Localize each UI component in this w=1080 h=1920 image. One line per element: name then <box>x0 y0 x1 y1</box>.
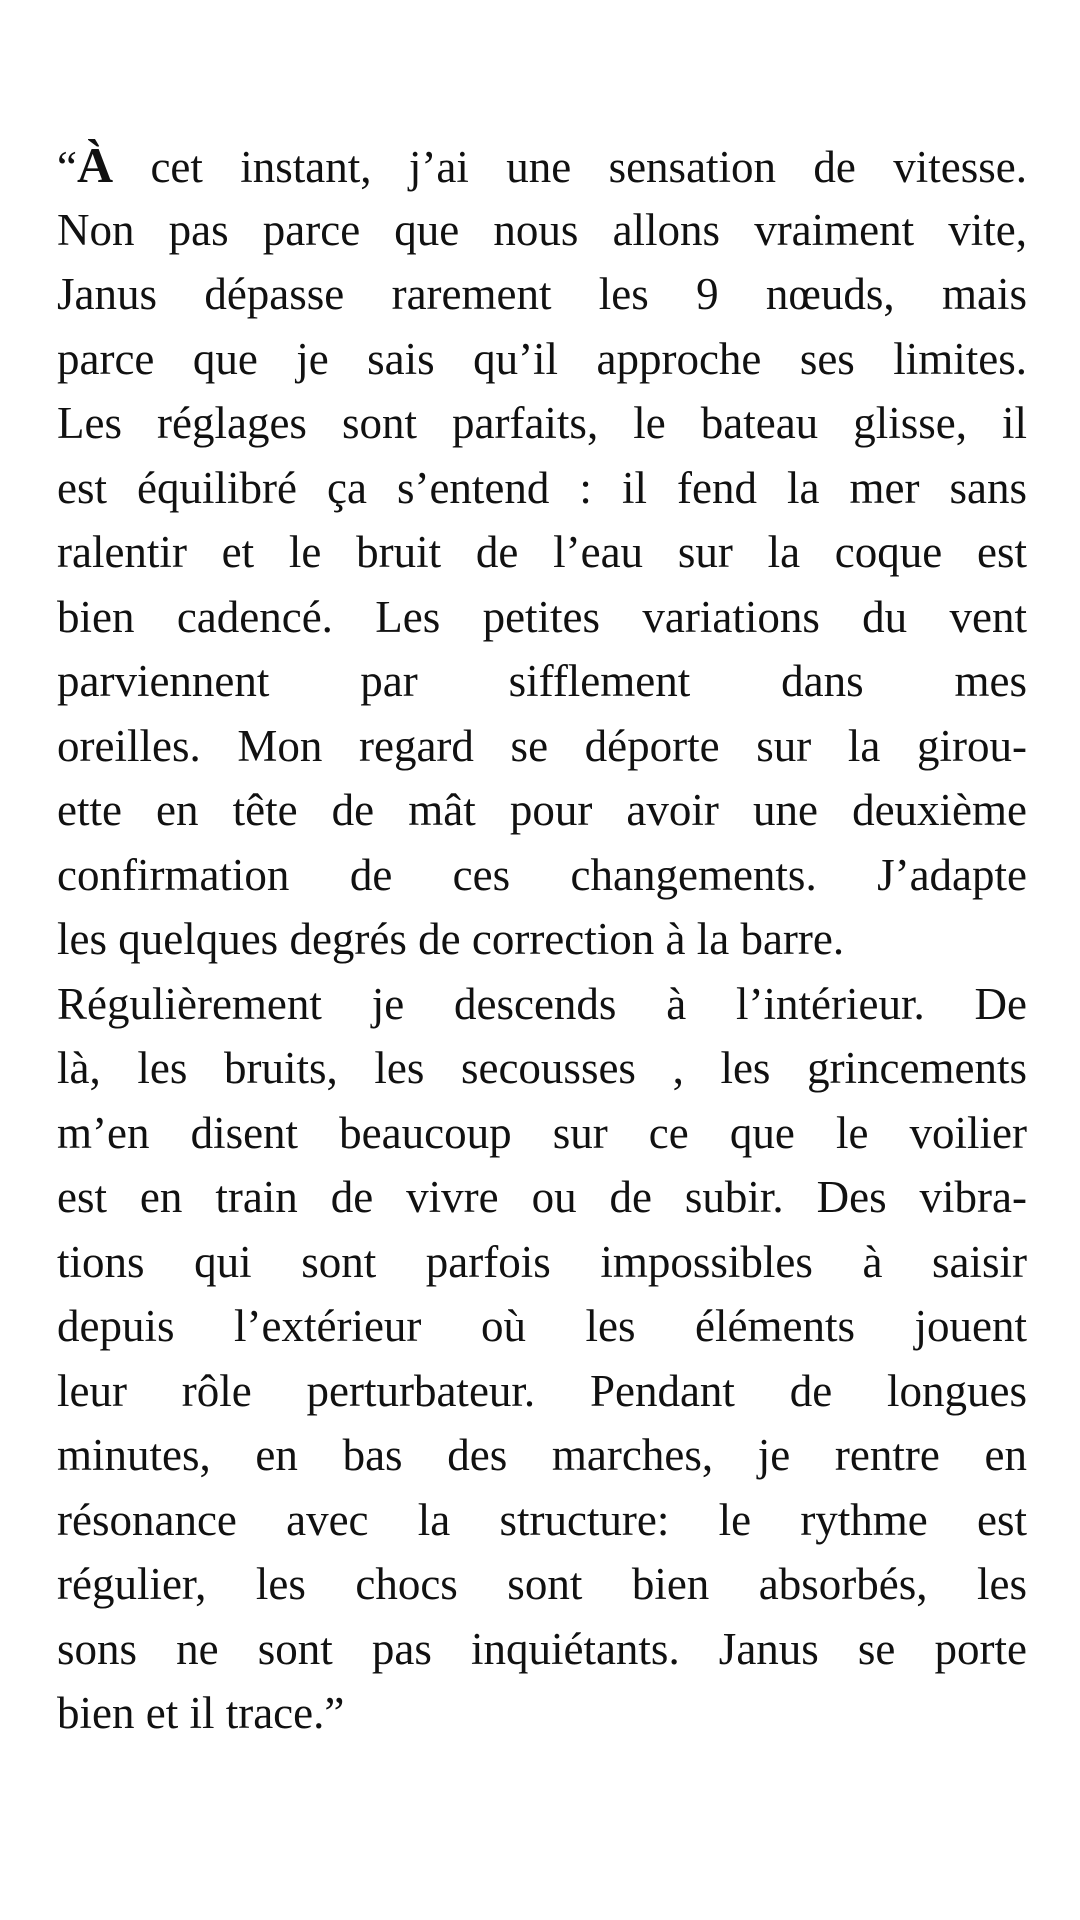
text-line-15: là, les bruits, les secousses , les grincements <box>57 1043 1027 1093</box>
text-line-20: leur rôle perturbateur. Pendant de longues <box>57 1365 1027 1416</box>
text-line-5: Les réglages sont parfaits, le bateau glisse, il <box>57 398 1027 448</box>
text-line-23: régulier, les chocs sont bien absorbés, les <box>57 1559 1027 1609</box>
text-line-2: Non pas parce que nous allons vraiment vite, <box>57 204 1027 255</box>
text-line-4: parce que je sais qu’il approche ses limites. <box>57 333 1027 384</box>
text-line-12: confirmation de ces changements. J’adapte <box>57 849 1027 900</box>
text-line-21: minutes, en bas des marches, je rentre en <box>57 1430 1027 1480</box>
text-line-25: bien et il trace.” <box>57 1688 345 1738</box>
text-line-11: ette en tête de mât pour avoir une deuxième <box>57 785 1027 835</box>
line-1-text: cet instant, j’ai une sensation de vitesse. <box>113 142 1027 192</box>
text-line-10: oreilles. Mon regard se déporte sur la girou- <box>57 720 1027 771</box>
text-line-19: depuis l’extérieur où les éléments jouent <box>57 1301 1027 1351</box>
open-quote: “ <box>57 142 77 192</box>
text-line-9: parviennent par sifflement dans mes <box>57 656 1027 706</box>
text-line-8: bien cadencé. Les petites variations du vent <box>57 591 1027 642</box>
text-line-18: tions qui sont parfois impossibles à saisir <box>57 1236 1027 1287</box>
text-line-7: ralentir et le bruit de l’eau sur la coque est <box>57 527 1027 577</box>
drop-cap-letter: À <box>76 137 114 193</box>
text-line-22: résonance avec la structure: le rythme est <box>57 1494 1027 1545</box>
text-line-16: m’en disent beaucoup sur ce que le voilier <box>57 1107 1027 1158</box>
text-line-13: les quelques degrés de correction à la barre. <box>57 914 845 964</box>
text-line-3: Janus dépasse rarement les 9 nœuds, mais <box>57 269 1027 319</box>
quote-passage <box>57 133 1027 1746</box>
text-line-1 <box>57 133 1027 198</box>
text-line-6: est équilibré ça s’entend : il fend la mer sans <box>57 462 1027 513</box>
text-line-14: Régulièrement je descends à l’intérieur. De <box>57 978 1027 1029</box>
text-line-17: est en train de vivre ou de subir. Des vibra- <box>57 1172 1027 1222</box>
text-line-24: sons ne sont pas inquiétants. Janus se porte <box>57 1623 1027 1674</box>
